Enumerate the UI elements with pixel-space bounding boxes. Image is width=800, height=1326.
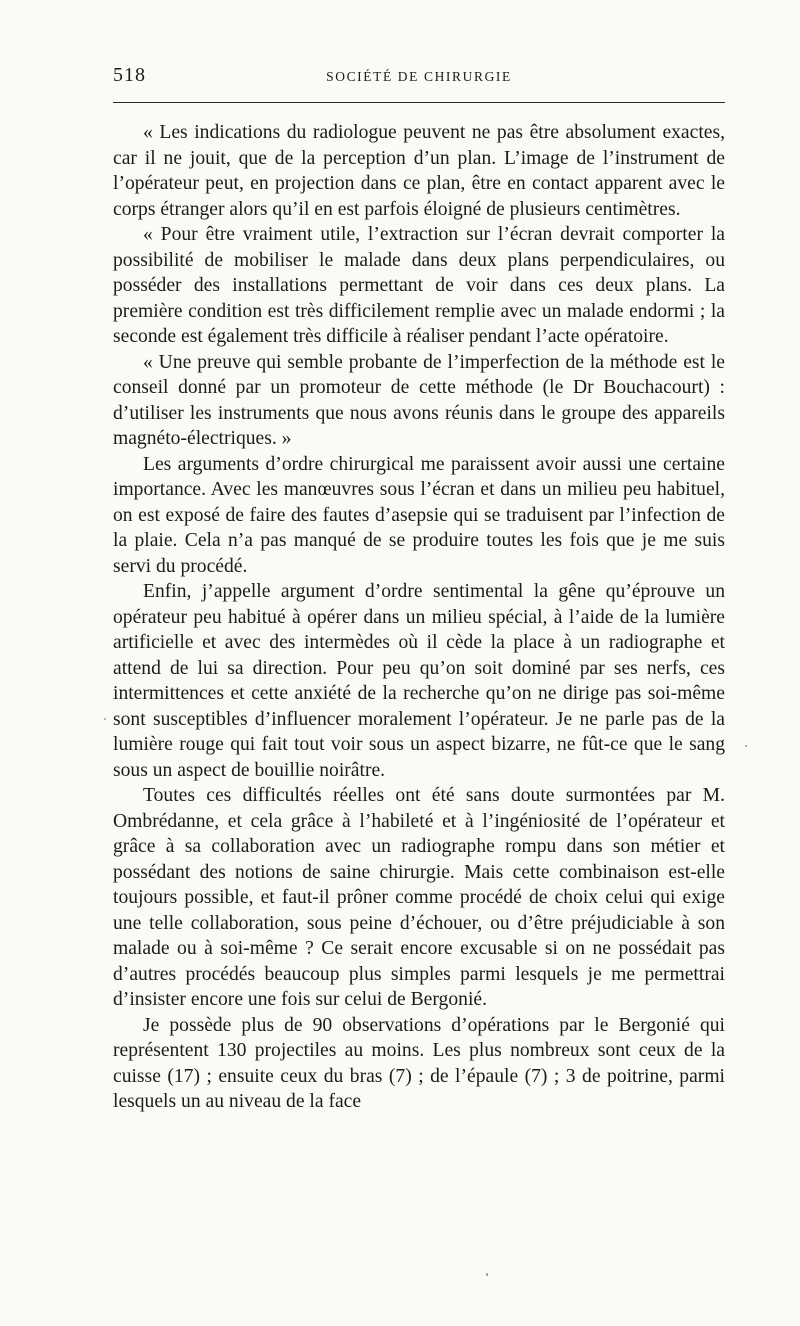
paper-speck bbox=[745, 745, 747, 747]
paragraph-screen-extraction: « Pour être vraiment utile, l’extraction sur l’écran devrait comporter la possibilité de mobiliser le malade dans deux plans perpendiculaires, ou posséder des installations permettant de voir dans ces deux plans. La première condition est très difficilement remplie avec un malade endormi ; la seconde est également très difficile à réaliser pendant l’acte opératoire. bbox=[113, 224, 725, 347]
running-title: SOCIÉTÉ DE CHIRURGIE bbox=[326, 69, 512, 84]
paper-speck bbox=[486, 1273, 488, 1276]
paragraph-bergonie-observations: Je possède plus de 90 observations d’opérations par le Bergonié qui représentent 130 projectiles au moins. Les plus nombreux sont ceux de la cuisse (17) ; ensuite ceux du bras (7) ; de l’épaule (7) ; 3 de poitrine, parmi lesquels un au niveau de la face bbox=[113, 1014, 725, 1112]
body-text bbox=[113, 120, 725, 1115]
paragraph-surgical-arguments: Les arguments d’ordre chirurgical me paraissent avoir aussi une certaine importance. Avec les manœuvres sous l’écran et dans un milieu peu habituel, on est exposé de faire des fautes d’asepsie qui se traduisent par l’infection de la plaie. Cela n’a pas manqué de se produire toutes les fois que je me suis servi du procédé. bbox=[113, 453, 725, 577]
page-header bbox=[113, 64, 725, 90]
paragraph-difficulties-overcome: Toutes ces difficultés réelles ont été sans doute surmontées par M. Ombrédanne, et cela grâce à l’habileté et à l’ingéniosité de l’opérateur et grâce à sa collaboration avec un radiographe rompu dans son métier et possédant des notions de saine chirurgie. Mais cette combinaison est-elle toujours possible, et faut-il prôner comme procédé de choix celui qui exige une telle collaboration, sous peine d’échouer, ou d’être préjudiciable à son malade ou à soi-même ? Ce serait encore excusable si on ne possédait pas d’autres procédés beaucoup plus simples parmi lesquels je me permettrai d’insister encore une fois sur celui de Bergonié. bbox=[113, 785, 725, 1010]
paragraph-sentimental-argument: Enfin, j’appelle argument d’ordre sentimental la gêne qu’éprouve un opérateur peu habitué à opérer dans un milieu spécial, à l’aide de la lumière artificielle et avec des intermèdes où il cède la place à un radiographe et attend de lui sa direction. Pour peu qu’on soit dominé par ses nerfs, ces intermittences et cette anxiété de la recherche qu’on ne dirige pas soi-même sont susceptibles d’influencer moralement l’opérateur. Je ne parle pas de la lumière rouge qui fait tout voir sous un aspect bizarre, ne fût-ce que le sang sous un aspect de bouillie noirâtre. bbox=[113, 581, 725, 781]
page-number: 518 bbox=[113, 64, 146, 86]
paragraph-method-imperfection: « Une preuve qui semble probante de l’imperfection de la méthode est le conseil donné par un promoteur de cette méthode (le Dr Bouchacourt) : d’utiliser les instruments que nous avons réunis dans le groupe des appareils magnéto-électriques. » bbox=[113, 351, 725, 449]
header-rule bbox=[113, 102, 725, 103]
paper-speck bbox=[104, 718, 106, 720]
paragraph-radiologist-indications: « Les indications du radiologue peuvent ne pas être absolument exactes, car il ne jouit, que de la perception d’un plan. L’image de l’instrument de l’opérateur peut, en projection dans ce plan, être en contact apparent avec le corps étranger alors qu’il en est parfois éloigné de plusieurs centimètres. bbox=[113, 122, 725, 220]
